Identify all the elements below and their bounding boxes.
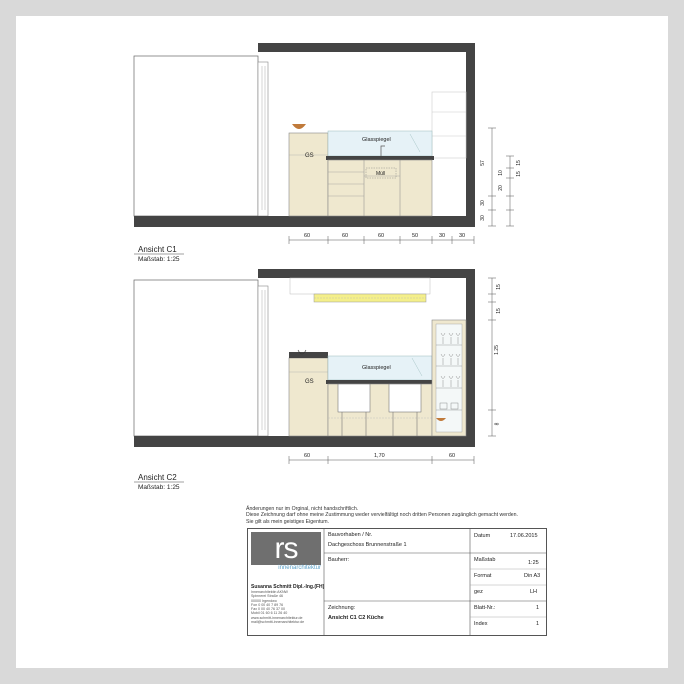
view-scale-c1: Maßstab: 1:25	[138, 256, 180, 263]
worktop	[326, 380, 434, 384]
wall-right	[466, 269, 475, 447]
c1-gs-label: GS	[305, 153, 314, 159]
c1-dim-right: 30	[479, 200, 486, 206]
note-line: Diese Zeichnung darf ohne meine Zustimmung weder vervielfältigt noch dritten Personen zugänglich gemacht werden.	[246, 512, 518, 519]
c1-dim-bottom: 50	[412, 233, 419, 239]
c2-dim-right: 15	[495, 308, 502, 314]
logo-mark: rs	[274, 532, 298, 565]
index-value: 1	[536, 621, 540, 627]
c1-dim-right: 20	[497, 185, 504, 191]
c2-dim-right: 15	[495, 284, 502, 290]
c2-gs-label: GS	[305, 379, 314, 385]
c2-glass-label: Glasspiegel	[362, 365, 391, 371]
gez-label: gez	[474, 589, 483, 595]
bar-stool	[338, 384, 370, 412]
c1-dim-right: 57	[479, 160, 486, 166]
bar-stool	[389, 384, 421, 412]
massstab-label: Maßstab	[474, 557, 496, 563]
c1-dim-bottom: 30	[439, 233, 446, 239]
view-title-c1: Ansicht C1	[138, 245, 177, 254]
architect-name: Susanna Schmitt Dipl.-Ing.(FH)	[251, 584, 325, 590]
bauvorhaben-value: Dachgeschoss Brunnenstraße 1	[328, 542, 407, 548]
floor-slab	[134, 436, 475, 447]
c1-dim-right: 15	[515, 171, 522, 177]
blatt-label: Blatt-Nr.:	[474, 605, 496, 611]
room-outline-left	[134, 280, 258, 436]
zeichnung-value: Ansicht C1 C2 Küche	[328, 615, 384, 621]
c1-dim-bottom: 60	[378, 233, 385, 239]
index-label: Index	[474, 621, 488, 627]
bauherr-label: Bauherr:	[328, 557, 350, 563]
note-line: Änderungen nur im Orginal, nicht handschriftlich.	[246, 506, 359, 512]
c1-dim-bottom: 60	[342, 233, 349, 239]
drawing-notes	[246, 506, 576, 525]
view-scale-c2: Maßstab: 1:25	[138, 484, 180, 491]
c2-dim-bottom: 60	[304, 453, 311, 459]
c2-dim-bottom: 60	[449, 453, 456, 459]
c1-mull-label: Müll	[376, 171, 386, 177]
blatt-value: 1	[536, 605, 540, 611]
company-logo	[251, 532, 321, 576]
c2-dim-bottom: 1,70	[374, 453, 385, 459]
c1-dim-right: 15	[515, 160, 522, 166]
c1-dim-bottom: 30	[459, 233, 466, 239]
ceiling-slab	[258, 269, 474, 278]
gez-value: LH	[530, 589, 538, 595]
format-label: Format	[474, 573, 492, 579]
title-block	[247, 528, 547, 636]
zeichnung-label: Zeichnung:	[328, 605, 356, 611]
window-frame	[258, 286, 268, 436]
tall-cabinet	[289, 358, 328, 436]
logo-sub: innenarchitektur	[251, 565, 321, 573]
c1-glass-label: Glasspiegel	[362, 137, 391, 143]
bauvorhaben-label: Bauvorhaben / Nr.	[328, 532, 373, 538]
architect-address: Innenarchitektin AKNW Spinnerei Straße 46 00000 Irgendwo Fon 0 00 40 7 89 76 Fax 0 00 40 76 37 00 Mobil 01 60 6 11 26 40 www.schmitt-innenarchitektur.de mail@schmitt-innenarchitektur.de	[251, 590, 305, 625]
c1-dim-right: 30	[479, 215, 486, 221]
massstab-value: 1:25	[528, 560, 539, 566]
note-line: Sie gilt als mein geistiges Eigentum.	[246, 518, 330, 525]
c2-dim-right: 8	[494, 422, 501, 426]
view-title-c2: Ansicht C2	[138, 473, 177, 482]
format-value: Din A3	[524, 573, 541, 579]
c1-dim-bottom: 60	[304, 233, 311, 239]
datum-label: Datum	[474, 533, 491, 539]
c2-dim-right: 1.25	[493, 345, 500, 355]
c1-dim-right: 10	[497, 170, 504, 176]
datum-value: 17.06.2015	[510, 533, 538, 539]
